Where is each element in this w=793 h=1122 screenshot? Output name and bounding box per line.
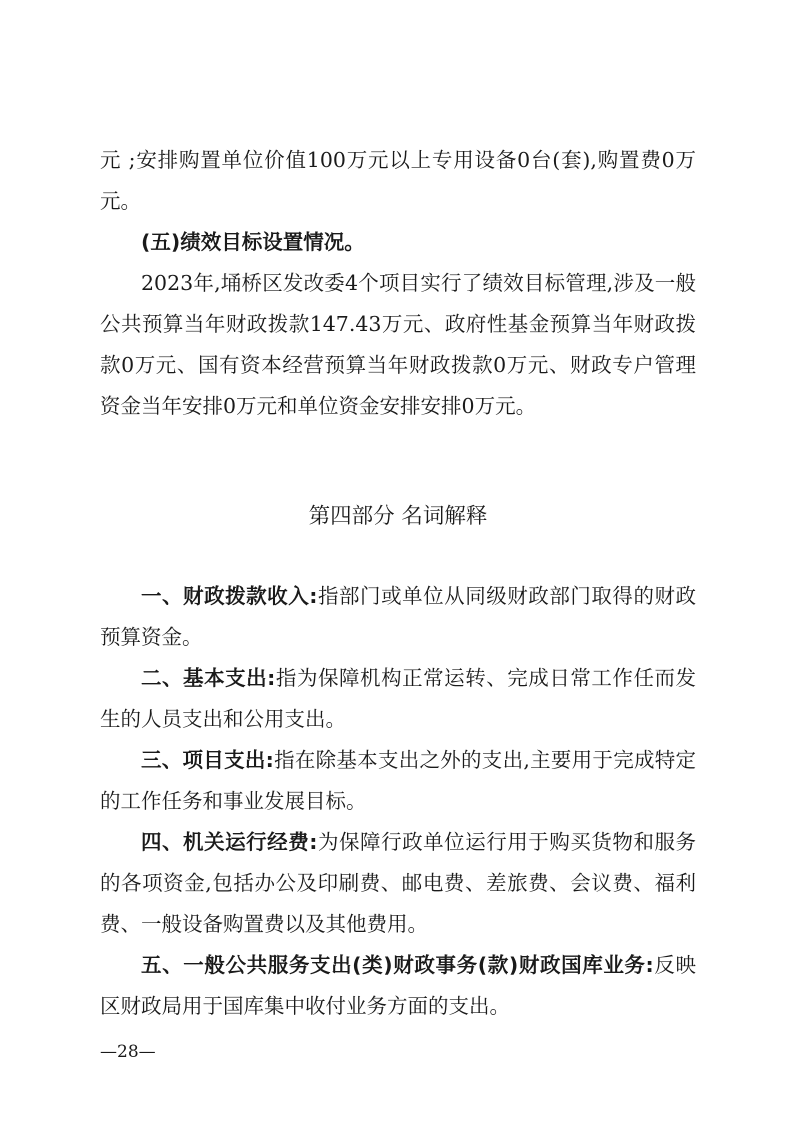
part-four-heading: 第四部分 名词解释 — [308, 504, 488, 529]
term-item-2 — [100, 658, 696, 740]
term-definition: 指部门或单位从同级财政部门取得的财政预算资金。 — [100, 584, 697, 649]
term-label: 三、项目支出: — [141, 748, 274, 772]
term-definition: 指在除基本支出之外的支出,主要用于完成特定的工作任务和事业发展目标。 — [100, 748, 697, 813]
continuation-paragraph: 元 ;安排购置单位价值100万元以上专用设备0台(套),购置费0万元。 — [100, 148, 696, 213]
term-label: 五、一般公共服务支出(类)财政事务(款)财政国库业务: — [141, 953, 654, 977]
term-item-5 — [100, 945, 696, 1027]
term-label: 四、机关运行经费: — [141, 830, 318, 854]
term-definition: 为保障行政单位运行用于购买货物和服务的各项资金,包括办公及印刷费、邮电费、差旅费、会议费、福利费、一般设备购置费以及其他费用。 — [100, 830, 697, 936]
term-item-3 — [100, 740, 696, 822]
term-definition: 指为保障机构正常运转、完成日常工作任而发生的人员支出和公用支出。 — [100, 666, 697, 731]
section-five-title: (五)绩效目标设置情况。 — [141, 230, 365, 254]
section-five-body: 2023年,埇桥区发改委4个项目实行了绩效目标管理,涉及一般公共预算当年财政拨款147.43万元、政府性基金预算当年财政拨款0万元、国有资本经营预算当年财政拨款0万元、财政专户管理资金当年安排0万元和单位资金安排安排0万元。 — [100, 271, 696, 418]
term-definition: 反映区财政局用于国库集中收付业务方面的支出。 — [100, 953, 696, 1018]
term-label: 一、财政拨款收入: — [141, 584, 318, 608]
term-item-4 — [100, 822, 696, 945]
term-item-1 — [100, 576, 696, 658]
page-number: —28— — [100, 1042, 156, 1062]
term-label: 二、基本支出: — [141, 666, 276, 690]
